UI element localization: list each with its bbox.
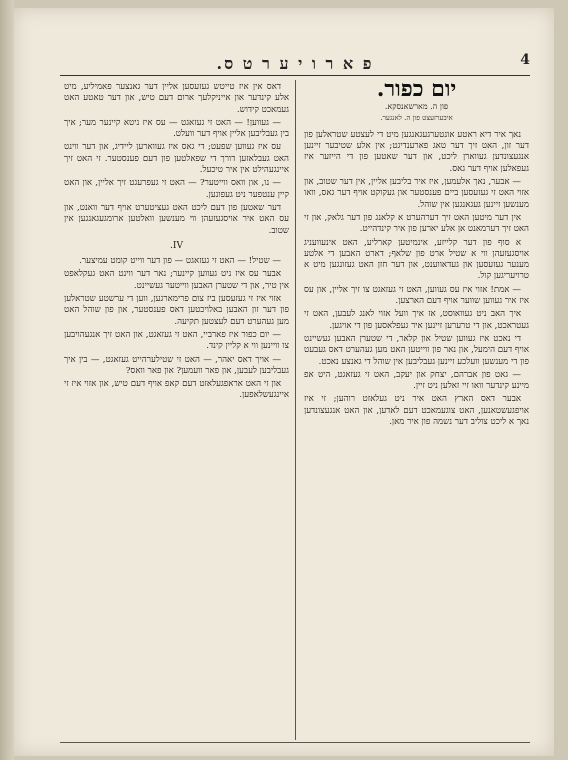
paragraph: — יום כפור איז פארביי, האט זי געזאגט, און האט זיך אנגעהויבען צו וויינען ווי א קליין קינד. <box>64 329 289 352</box>
paragraph: — שטיל! — האט זי געזאגט — פון דער ווייט קומט עמיצער. <box>79 256 281 267</box>
page-number: 4 <box>520 52 530 68</box>
paragraph: די נאכט איז געווען שטיל און קלאר, די שטערן האבען געשיינט אויף דעם הימעל, און נאר פון ווייטען האט מען געהערט דאס געבעט פון די מענשען וועלכע זיינען געבליבען אין שוהל די גאנצע נאכט. <box>304 333 529 367</box>
right-column <box>304 82 529 740</box>
paragraph: אבער דאס הארץ האט איר ניט געלאזט רוהען; זי איז אויפגעשטאנען, האט צוגעמאכט דעם לאדען, און האט אנגעצונדען נאך א ליכט צוליב דער נשמה פון איר מאן. <box>304 394 529 428</box>
article-byline: פון ה. מארשאנסקא. <box>384 102 449 112</box>
paragraph: — אויך דאס יאהר, — האט זי שטילערהייט געזאגט, — בין איך געבליבען לעבען, און פאר וועמען? און פאר וואס? <box>64 354 289 376</box>
paragraph: — אבער, נאך אלעמען, איז איר בליבען אליין, אין דער שטוב, און אזוי האט זי געזעסען ביים פענסטער און געקוקט אויף דער גאס, וואו מענשען זיינען געגאנגען אין שוהל. <box>304 177 529 210</box>
binding-strip <box>0 0 14 760</box>
paragraph: א סוף פון דער קלייזע, אינמיטען קארליע, האט אינעוועניג אויסגעזעהן ווי א שטיל ארט פון שלאף; דארט האבען די אלטע מענער געזעסען און געדאווענט, און דער חזן האט געזונגען מיט א טרויעריגען קול. <box>304 237 529 282</box>
paragraph: אין דער מיטען האט זיך דערהערט א קלאנג פון דער גלאק, און זי האט זיך דערמאנט אן אלע יארען פון איר קינדהייט. <box>304 212 529 235</box>
newspaper-title: פ א ר ו י ע ר ט ס. <box>216 54 374 73</box>
paragraph: — אמת! אזוי איז עס געווען, האט זי געזאגט צו זיך אליין, און עס איז איר געווען שווער אויף דעם הארצען. <box>304 284 529 307</box>
paragraph: דער שאטען פון דעם ליכט האט געציטערט אויף דער וואנט, און עס האט איר אויסגעזעהן ווי מענשען וואלטען ארומגעגאנגען אין שטוב. <box>64 202 289 236</box>
paragraph: עס איז געווען שפעט; די גאס איז געווארען ליידיג, און דער ווינט האט געבלאזען דורך די שפאלטען פון דעם פענסטער. זי האט זיך איינגעהילט אין איר טיכעל. <box>64 142 289 176</box>
section-number: IV. <box>170 240 183 251</box>
paragraph: איך האב ניט געוואוסט, אז איך וועל אזוי לאנג לעבען, האט זי געטראכט, און די טרערען זיינען איר געפלאסען פון די אויגען. <box>304 309 529 331</box>
paragraph: — געווען! — האט זי געזאגט — עס איז ניטא קיינער מער; איך בין געבליבען אליין אויף דער וועלט. <box>64 117 289 140</box>
article-title: יום כפור. <box>376 82 457 102</box>
page-header <box>60 52 530 76</box>
paragraph: אזוי איז זי געזעסען ביז צום פרימארגען, ווען די ערשטע שטראלען פון דער זון האבען באלויכטען דאס פענסטער, און פון שוהל האט מען געהערט דעם לעצטען תקיעה. <box>64 294 289 327</box>
header-rule <box>60 75 530 76</box>
paragraph: אבער עס איז ניט געווען קיינער; נאר דער ווינט האט געקלאפט אין טיר, און די שטערן האבען ווייטער געשיינט. <box>64 269 289 291</box>
paragraph: דאס אין איז טייטש געזעסען אליין דער גאנצער פאמיליע, מיט אלע קינדער און אייניקלעך ארום דעם טיש, און דער טאטע האט געמאכט קידוש. <box>64 82 289 115</box>
left-column <box>64 82 289 740</box>
article-translator: איבערזעצט פון ה. לאנגער. <box>380 113 453 122</box>
column-divider <box>295 80 296 740</box>
paragraph: נאך איר דיא ראטע אונטערגעגאנגען מיט די לעצטע שטראלען פון דער זון, האט זיך דער טאג פארענדיגט; אין אלע שטיבער זיינען אנגעצונדען געווארן ליכט, און דער שאטען פון די הייזער איז געפאלען אויף דער גאס. <box>304 129 529 174</box>
paragraph: — גאט פון אברהם, יצחק און יעקב, האט זי געזאגט, היט אפ מיינע קינדער וואו זיי זאלען ניט זיין. <box>304 369 529 392</box>
paragraph: און זי האט אראפגעלאזט דעם קאפ אויף דעם טיש, און אזוי איז זי איינגעשלאפען. <box>64 379 289 401</box>
paragraph: — נו, און וואס ווייטער? — האט זי געפרעגט זיך אליין, און האט קיין ענטפער ניט געפונען. <box>64 178 289 200</box>
footer-rule <box>60 742 530 743</box>
